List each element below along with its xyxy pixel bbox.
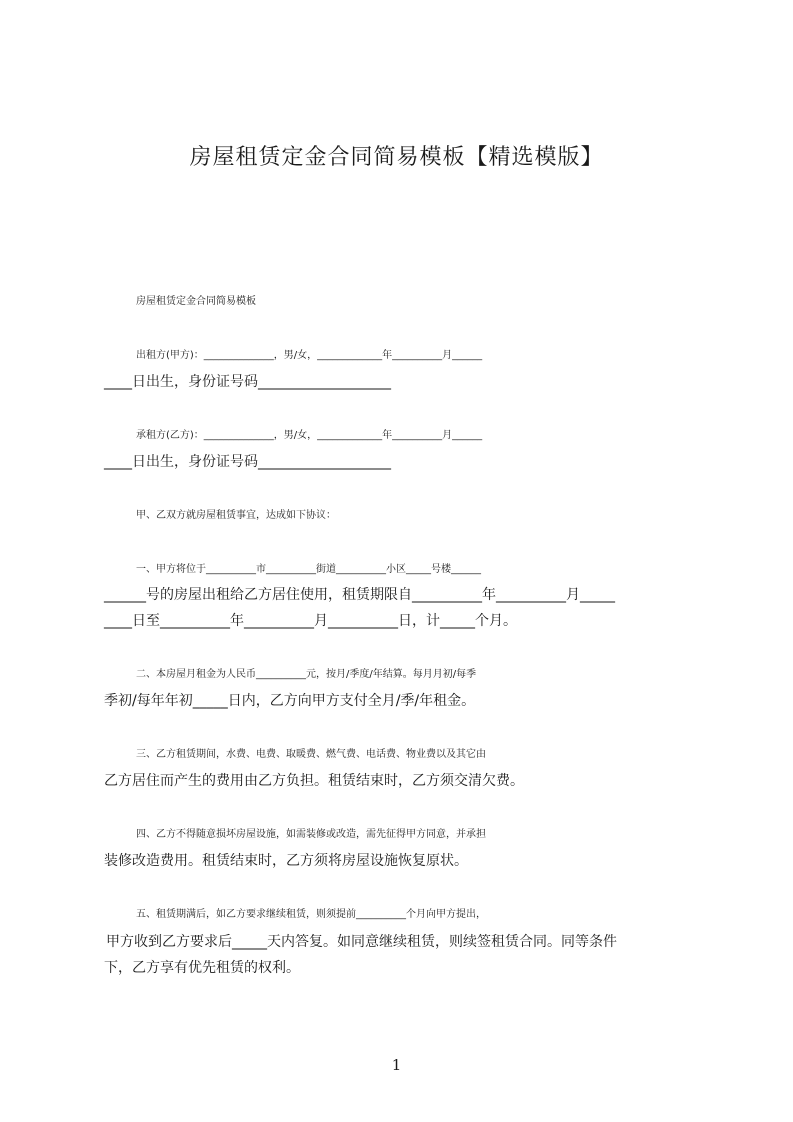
clause-2-line-1: 二、本房屋月租金为人民币__________元，按月/季度/年结算。每月月初/每季 bbox=[136, 669, 477, 680]
clause-5-line-1: 五、租赁期满后，如乙方要求继续租赁，则须提前__________个月向甲方提出， bbox=[136, 909, 486, 920]
document-subtitle: 房屋租赁定金合同简易模板 bbox=[136, 296, 256, 307]
clause-5-line-3: 下，乙方享有优先租赁的权利。 bbox=[104, 960, 300, 976]
clause-3-line-2: 乙方居住而产生的费用由乙方负担。租赁结束时，乙方须交清欠费。 bbox=[104, 773, 524, 789]
clause-1-line-1: 一、甲方将位于__________市__________街道__________小区_____号楼______ bbox=[136, 564, 481, 575]
clause-1-line-3: ____日至__________年__________月__________日，计_____个月。 bbox=[104, 613, 517, 629]
document-title: 房屋租赁定金合同简易模板【精选模版】 bbox=[189, 145, 604, 170]
clause-2-line-2: 季初/每年年初_____日内，乙方向甲方支付全月/季/年租金。 bbox=[104, 693, 476, 709]
lessor-line-2: ____日出生，身份证号码___________________ bbox=[104, 374, 391, 390]
clause-4-line-1: 四、乙方不得随意损坏房屋设施，如需装修或改造，需先征得甲方同意，并承担 bbox=[136, 829, 486, 840]
lessor-line-1: 出租方(甲方)：______________，男/女，_____________年__________月______ bbox=[136, 350, 483, 361]
clause-5-line-2: 甲方收到乙方要求后_____天内答复。如同意继续租赁，则续签租赁合同。同等条件 bbox=[106, 934, 617, 950]
lessee-line-2: ____日出生，身份证号码___________________ bbox=[104, 454, 391, 470]
agreement-intro: 甲、乙双方就房屋租赁事宜，达成如下协议： bbox=[136, 510, 336, 521]
clause-4-line-2: 装修改造费用。租赁结束时，乙方须将房屋设施恢复原状。 bbox=[104, 853, 468, 869]
clause-3-line-1: 三、乙方租赁期间，水费、电费、取暖费、燃气费、电话费、物业费以及其它由 bbox=[136, 749, 486, 760]
page-number: 1 bbox=[391, 1056, 402, 1074]
clause-1-line-2: ______号的房屋出租给乙方居住使用，租赁期限自__________年__________月_____ bbox=[104, 587, 615, 603]
lessee-line-1: 承租方(乙方)：______________，男/女，_____________年__________月______ bbox=[136, 430, 483, 441]
